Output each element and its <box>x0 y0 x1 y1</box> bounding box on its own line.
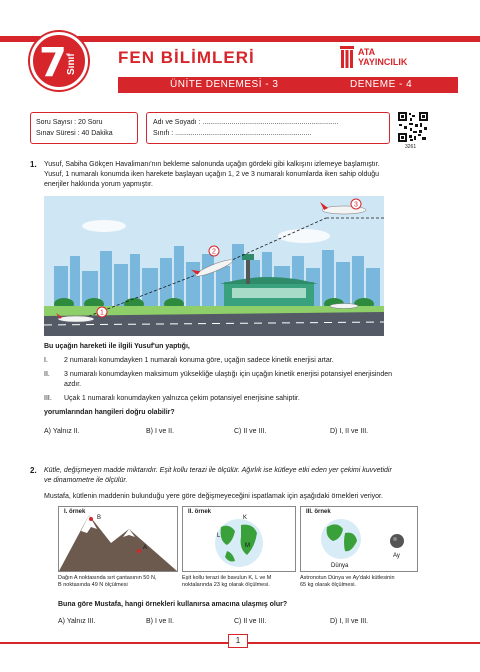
brand-name <box>358 47 407 67</box>
statement-text: azdır. <box>64 381 82 388</box>
caption-line: noktalarında 23 kg olarak ölçülmesi. <box>182 582 270 588</box>
q2-option-b[interactable]: B) I ve II. <box>146 618 175 625</box>
question-2-text: Mustafa, kütlenin maddenin bulunduğu yere göre değişmeyeceğini ispatlamak için aşağıdaki örnekleri veriyor. <box>44 493 383 500</box>
statement-row <box>44 356 456 366</box>
statement-roman <box>44 380 64 390</box>
question-2-intro <box>44 466 458 486</box>
caption-line: Dağın A noktasında sırt çantasının 50 N, <box>58 575 157 581</box>
question-1-number: 1. <box>30 160 37 169</box>
student-info-box <box>146 112 390 144</box>
example-1-caption <box>58 575 182 589</box>
point-m-label: M <box>245 543 250 549</box>
question-1-prompt: Bu uçağın hareketi ile ilgili Yusuf'un yaptığı, <box>44 343 190 350</box>
q1-option-b[interactable]: B) I ve II. <box>146 428 175 435</box>
brand-line-2: YAYINCILIK <box>358 57 408 67</box>
point-b-label: B <box>97 515 102 521</box>
question-1-statements <box>44 356 456 404</box>
statement-roman: I. <box>44 357 48 364</box>
example-2-box <box>182 506 296 572</box>
grade-number: 7 <box>39 40 67 86</box>
example-2-label: II. örnek <box>188 509 212 515</box>
caption-line: B noktasında 49 N ölçülmesi <box>58 582 128 588</box>
page-number: 1 <box>228 634 248 648</box>
q1-option-c[interactable]: C) II ve III. <box>234 428 267 435</box>
statement-row <box>44 394 456 404</box>
q1-text-line: Yusuf, 1 numaralı konumda iken harekete başlayan uçağın 1, 2 ve 3 numaralı konumlarda iken sahip olduğu <box>44 171 380 178</box>
position-2-label: 2 <box>212 248 216 256</box>
qr-code-number: 3261 <box>405 144 417 150</box>
brand-logo-icon <box>340 46 354 68</box>
name-field[interactable]: Adı ve Soyadı : ...................................................................... <box>153 119 339 126</box>
globe-icon <box>183 507 295 571</box>
airport-illustration <box>44 196 384 336</box>
q2-option-a[interactable]: A) Yalnız III. <box>58 618 96 625</box>
unit-label: ÜNİTE DENEMESİ - 3 <box>170 79 279 90</box>
duration: Sınav Süresi : 40 Dakika <box>36 130 113 137</box>
caption-line: 65 kg olarak ölçülmesi. <box>300 582 356 588</box>
statement-text: 3 numaralı konumdayken maksimum yüksekliğe ulaştığı için uçağın kinetik enerjisi potansiyel enerjisinden <box>64 371 392 378</box>
example-1-box <box>58 506 178 572</box>
grade-badge <box>30 32 88 90</box>
question-1-text <box>44 160 454 190</box>
point-k-label: K <box>243 515 248 521</box>
position-3-label: 3 <box>354 201 358 209</box>
statement-roman: III. <box>44 395 52 402</box>
caption-line: Astronotun Dünya ve Ay'daki kütlesinin <box>300 575 395 581</box>
statement-text: Uçak 1 numaralı konumdayken yalnızca çekim potansiyel enerjisine sahiptir. <box>64 395 300 402</box>
q1-text-line: Yusuf, Sabiha Gökçen Havalimanı'nın bekleme salonunda uçağın gördeki gibi kalkışını izlemeye başlamıştır. <box>44 161 380 168</box>
q2-text-line: ve dinamometre ile ölçülür. <box>44 477 128 484</box>
example-3-box <box>300 506 418 572</box>
q1-option-a[interactable]: A) Yalnız II. <box>44 428 80 435</box>
q1-text-line: enerjiler hakkında yorum yapmıştır. <box>44 181 153 188</box>
question-count: Soru Sayısı : 20 Soru <box>36 119 103 126</box>
q2-text-line: Kütle, değişmeyen madde miktarıdır. Eşit kollu terazi ile ölçülür. Ağırlık ise kütleye etki eden yer çekimi kuvvetidir <box>44 467 392 474</box>
question-2-number: 2. <box>30 466 37 475</box>
point-a-label: A <box>143 545 148 551</box>
q2-option-c[interactable]: C) II ve III. <box>234 618 267 625</box>
point-l-label: L <box>217 533 221 539</box>
grade-word: Sınıf <box>66 53 77 75</box>
exam-info-box <box>30 112 138 144</box>
moon-label: Ay <box>393 553 400 559</box>
statement-text: 2 numaralı konumdayken 1 numaralı konuma göre, uçağın sadece kinetik enerjisi artar. <box>64 357 334 364</box>
q1-option-d[interactable]: D) I, II ve III. <box>330 428 369 435</box>
mountain-icon <box>59 507 177 571</box>
caption-line: Eşit kollu terazi ile bavulun K, L ve M <box>182 575 272 581</box>
qr-code-icon <box>398 112 428 142</box>
earth-label: Dünya <box>331 563 349 569</box>
earth-moon-icon <box>301 507 417 571</box>
position-1-label: 1 <box>100 309 104 317</box>
example-3-label: III. örnek <box>306 509 331 515</box>
question-1-question: yorumlarından hangileri doğru olabilir? <box>44 409 175 416</box>
q2-option-d[interactable]: D) I, II ve III. <box>330 618 369 625</box>
example-2-caption <box>182 575 302 589</box>
example-3-caption <box>300 575 430 589</box>
question-2-question: Buna göre Mustafa, hangi örnekleri kullanırsa amacına ulaşmış olur? <box>58 601 288 608</box>
class-field[interactable]: Sınıfı : ...................................................................... <box>153 130 312 137</box>
page-title: FEN BİLİMLERİ <box>118 48 255 67</box>
statement-roman: II. <box>44 371 50 378</box>
exam-label: DENEME - 4 <box>350 79 413 90</box>
example-1-label: I. örnek <box>64 509 86 515</box>
statement-row <box>44 380 456 390</box>
statement-row <box>44 370 456 380</box>
brand-line-1: ATA <box>358 47 376 57</box>
